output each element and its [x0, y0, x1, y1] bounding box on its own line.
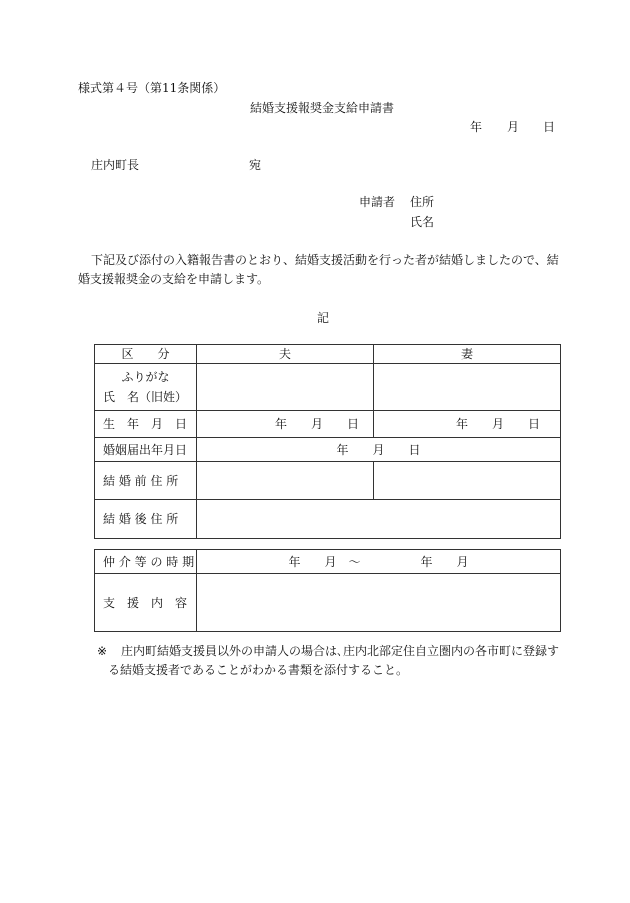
furigana-label: ふりがな — [121, 370, 170, 384]
support-content-label: 支 援 内 容 — [95, 574, 197, 632]
wife-name-cell[interactable] — [374, 364, 561, 411]
after-address-row — [95, 500, 561, 539]
period-row — [95, 550, 561, 574]
ki-heading: 記 — [317, 311, 330, 325]
document-title: 結婚支援報奨金支給申請書 — [250, 101, 395, 115]
before-address-row — [95, 462, 561, 500]
applicant-address-label: 住所 — [410, 195, 435, 209]
col-header-husband: 夫 — [197, 345, 374, 364]
addressee-suffix: 宛 — [249, 158, 262, 172]
support-table — [94, 549, 561, 632]
marriage-date-row — [95, 438, 561, 462]
after-address-cell[interactable] — [197, 500, 561, 539]
applicant-label: 申請者 — [359, 195, 396, 209]
body-text-line1: 下記及び添付の入籍報告書のとおり、結婚支援活動を行った者が結婚しましたので、結 — [91, 253, 559, 267]
date-month: 月 — [507, 120, 520, 134]
support-content-cell[interactable] — [197, 574, 561, 632]
marriage-date-cell[interactable]: 年 月 日 — [197, 438, 561, 462]
addressee-name: 庄内町長 — [91, 158, 140, 172]
table-header-row — [95, 345, 561, 364]
name-label: 氏 名（旧姓） — [103, 390, 188, 404]
husband-name-cell[interactable] — [197, 364, 374, 411]
note-line1: 庄内町結婚支援員以外の申請人の場合は､庄内北部定住自立圏内の各市町に登録す — [121, 644, 560, 658]
period-label: 仲 介 等 の 時 期 — [95, 550, 197, 574]
husband-before-address-cell[interactable] — [197, 462, 374, 500]
note-mark: ※ — [97, 644, 108, 658]
period-value[interactable]: 年 月 ～ 年 月 — [197, 550, 561, 574]
marriage-date-label: 婚姻届出年月日 — [95, 438, 197, 462]
col-header-wife: 妻 — [374, 345, 561, 364]
form-number: 様式第４号（第11条関係） — [78, 81, 226, 95]
husband-birthdate-cell[interactable]: 年 月 日 — [197, 411, 374, 438]
wife-before-address-cell[interactable] — [374, 462, 561, 500]
col-header-category: 区 分 — [95, 345, 197, 364]
date-day: 日 — [543, 120, 556, 134]
date-year: 年 — [470, 120, 483, 134]
note-line2: る結婚支援者であることがわかる書類を添付すること。 — [108, 663, 409, 677]
after-address-label: 結 婚 後 住 所 — [95, 500, 197, 539]
wife-birthdate-cell[interactable]: 年 月 日 — [374, 411, 561, 438]
application-table — [94, 344, 561, 539]
name-row-label — [95, 364, 197, 411]
name-row — [95, 364, 561, 411]
support-content-row — [95, 574, 561, 632]
body-text-line2: 婚支援報奨金の支給を申請します。 — [78, 272, 270, 286]
applicant-name-label: 氏名 — [410, 215, 435, 229]
birthdate-row — [95, 411, 561, 438]
before-address-label: 結 婚 前 住 所 — [95, 462, 197, 500]
birthdate-label: 生 年 月 日 — [95, 411, 197, 438]
